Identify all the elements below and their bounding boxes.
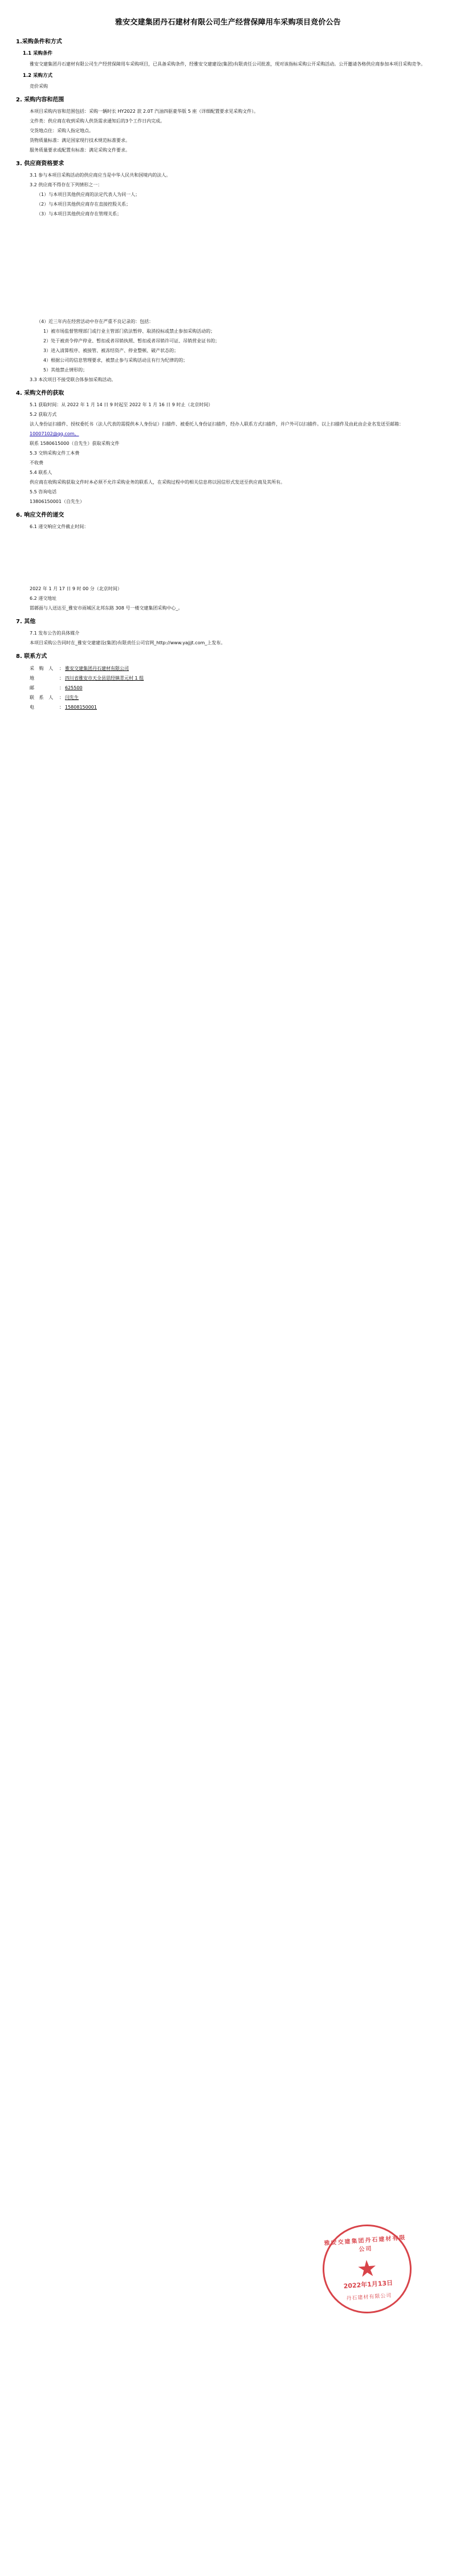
paragraph: 6.1 递交响应文件截止时间：	[30, 524, 89, 529]
seal-date: 2022年1月13日	[343, 2279, 393, 2290]
contact-label: 电	[30, 705, 36, 710]
seal-top-text: 雅安交建集团丹石建材有限公司	[324, 2235, 406, 2253]
paragraph: 服务质量要求或配置有标准：满足采购文件要求。	[30, 148, 130, 153]
star-icon: ★	[356, 2255, 378, 2283]
paragraph: 2）处于被责令停产停业、暂扣或者吊销执照、暂扣或者吊销许可证、吊销营业证书的；	[43, 338, 220, 344]
paragraph: （2）与本项目其他供应商存在直接控股关系；	[36, 202, 131, 207]
seal-bottom-text: 丹石建材有限公司	[346, 2293, 392, 2302]
contact-label: 联 系 人	[30, 695, 55, 700]
contact-colon: ：	[59, 676, 64, 681]
paragraph: 货物质量标准：满足国家现行技术规范标准要求。	[30, 138, 130, 143]
paragraph: 5.4 联系人	[30, 470, 52, 475]
paragraph: 邯鄣面与人送达至_雅安市雨城区北邦东路 308 号一楼交建集团采购中心_。	[30, 606, 183, 611]
paragraph: 竞价采购	[30, 84, 48, 89]
paragraph: 3）进入清算程序、被接管、被冻结资产、停业整顿、破产状态的；	[43, 348, 179, 353]
contact-label: 邮	[30, 685, 36, 690]
paragraph: 1）被市场监督管理部门或行业主管部门依法暂停、取消投标或禁止参加采购活动的；	[43, 329, 215, 334]
contact-row	[30, 683, 440, 693]
page-title: 雅安交建集团丹石建材有限公司生产经营保障用车采购项目竞价公告	[115, 18, 341, 27]
document-body	[16, 17, 440, 712]
page-break-gap	[16, 532, 440, 583]
paragraph: （1）与本项目其他供应商的法定代表人为同一人；	[36, 192, 140, 197]
contact-label: 采 购 人	[30, 666, 55, 671]
paragraph: 5）其他禁止情形的；	[43, 367, 88, 373]
paragraph: 供应商在收购采购获取文件时本必须不允许采购业务的联系人，在采购过程中的相关信息将以因信形式发送至供应商及其所有。	[30, 480, 285, 485]
paragraph: 本项目采购内容和范围包括：采购一辆时长 HY2022 款 2.0T 汽油四驱豪华版 5 座（详细配置要求见采购文件）。	[30, 109, 259, 114]
contact-table	[16, 664, 440, 712]
contact-row	[30, 693, 440, 702]
paragraph: 雅安交建集团丹石建材有限公司生产经营保障用车采购项目，已具备采购条件，经雅安交建建设(集团)有限责任公司批准，现对该指标采购公开采购活动。公开邀请各格供应商参加本项目采购竞争。	[30, 62, 426, 67]
email-link[interactable]: 10007102@qq.com。	[30, 431, 79, 436]
paragraph: 本项目采购公告同时在_雅安交建建设(集团)有限责任公司官网_http://www.yajjjt.com_上发布。	[30, 640, 226, 645]
paragraph: 5.5 咨询电话	[30, 489, 57, 494]
paragraph: 13806150001（自先生）	[30, 499, 84, 504]
paragraph: 联系 1580615000（自先生）获取采购文件	[30, 441, 120, 446]
section-heading-6: 6. 响应文件的递交	[16, 512, 64, 518]
section-heading-3: 3. 供应商资格要求	[16, 161, 64, 167]
paragraph: 交货地点住：采购人指定地点。	[30, 128, 93, 133]
contact-colon: ：	[59, 685, 64, 690]
section-heading-1: 1.采购条件和方式	[16, 39, 62, 45]
contact-value: 15808150001	[65, 705, 97, 710]
paragraph: 5.1 获取时间：从 2022 年 1 月 14 日 9 时起至 2022 年 1 月 16 日 9 时止（北京时间）	[30, 402, 213, 407]
subsection-heading-1-2: 1.2 采购方式	[23, 73, 53, 79]
contact-value: 625500	[65, 685, 83, 690]
contact-colon: ：	[59, 705, 64, 710]
section-heading-8: 8. 联系方式	[16, 653, 47, 660]
official-seal	[320, 2222, 415, 2317]
contact-value: 雅安交建集团丹石建材有限公司	[65, 666, 129, 671]
contact-colon: ：	[59, 695, 64, 700]
section-heading-2: 2. 采购内容和范围	[16, 97, 64, 103]
contact-row	[30, 702, 440, 712]
section-heading-4: 4. 采购文件的获取	[16, 390, 64, 396]
contact-row	[30, 664, 440, 673]
paragraph: 法人身份证扫描件、授权委托书（法人代表的需提供本人身份证）扫描件、被委托人身份证扫描件，经办人联系方式扫描件，并户外可以扫描件。以上扫描件及由此由企业名发送至邮箱：	[30, 422, 404, 427]
section-heading-7: 7. 其他	[16, 619, 36, 625]
page-break-gap	[16, 219, 440, 316]
contact-colon: ：	[59, 666, 64, 671]
paragraph: 7.1 发布公告的具体媒介	[30, 631, 80, 636]
paragraph: 5.2 获取方式	[30, 412, 57, 417]
paragraph: 2022 年 1 月 17 日 9 时 00 分（北京时间）	[30, 586, 122, 591]
contact-row	[30, 673, 440, 683]
contact-value: 闫先生	[65, 695, 79, 700]
paragraph: 3.2 供应商不得存在下列情形之一：	[30, 182, 103, 187]
paragraph: 不收费	[30, 460, 43, 465]
paragraph: 3.3 本次项目不接受联合体参加采购活动。	[30, 377, 116, 382]
paragraph: 文件类：供应商在收到采购人供货需求通知后的3个工作日内完成。	[30, 118, 165, 124]
paragraph: （3）与本项目其他供应商存在管理关系；	[36, 211, 122, 216]
subsection-heading-1-1: 1.1 采购条件	[23, 51, 53, 56]
contact-value: 四川省雅安市天全县思经镇青元村 1 组	[65, 676, 144, 681]
contact-label: 地	[30, 676, 36, 681]
paragraph: 6.2 递交地址	[30, 596, 57, 601]
paragraph: （4）近三年内在经营活动中存在严重不良记录的：包括：	[36, 319, 154, 324]
paragraph: 5.3 交纳采购文件工本费	[30, 451, 80, 456]
paragraph: 3.1 参与本项目采购活动的供应商应当是中华人民共和国境内的法人。	[30, 173, 171, 178]
paragraph: 4）根据公司的信息管理要求，被禁止参与采购活动且有行为纪律的的；	[43, 358, 188, 363]
